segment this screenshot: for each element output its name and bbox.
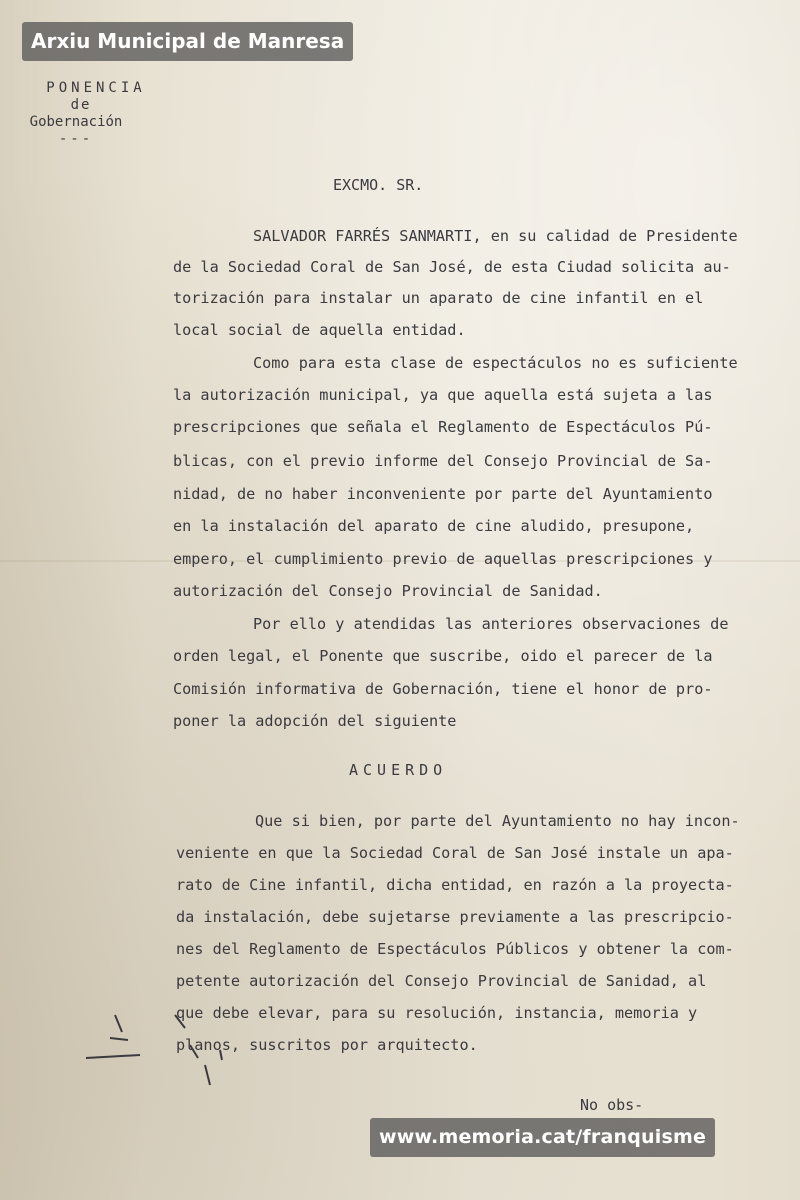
body-line: blicas, con el previo informe del Consejo Provincial de Sa- bbox=[173, 452, 713, 470]
body-line: Comisión informativa de Gobernación, tiene el honor de pro- bbox=[173, 680, 713, 698]
ink-marks bbox=[80, 1010, 280, 1100]
body-line: prescripciones que señala el Reglamento de Espectáculos Pú- bbox=[173, 418, 713, 436]
header-dashes: --- bbox=[58, 131, 94, 147]
continuation-mark: No obs- bbox=[580, 1096, 644, 1114]
header-de: de bbox=[70, 97, 92, 113]
acuerdo-line: veniente en que la Sociedad Coral de San José instale un apa- bbox=[176, 844, 734, 862]
body-line: nidad, de no haber inconveniente por parte del Ayuntamiento bbox=[173, 485, 713, 503]
body-line: empero, el cumplimiento previo de aquellas prescripciones y bbox=[173, 550, 713, 568]
acuerdo-line: da instalación, debe sujetarse previamente a las prescripcio- bbox=[176, 908, 734, 926]
body-line: local social de aquella entidad. bbox=[173, 321, 466, 339]
acuerdo-line: petente autorización del Consejo Provincial de Sanidad, al bbox=[176, 972, 707, 990]
header-gobernacion: Gobernación bbox=[29, 114, 123, 130]
body-line: en la instalación del aparato de cine aludido, presupone, bbox=[173, 517, 695, 535]
archive-watermark: Arxiu Municipal de Manresa bbox=[22, 22, 353, 61]
body-line: autorización del Consejo Provincial de Sanidad. bbox=[173, 582, 603, 600]
acuerdo-line: planos, suscritos por arquitecto. bbox=[176, 1036, 478, 1054]
body-line: Como para esta clase de espectáculos no es suficiente bbox=[253, 354, 738, 372]
header-ponencia: PONENCIA bbox=[46, 80, 146, 96]
body-line: orden legal, el Ponente que suscribe, oido el parecer de la bbox=[173, 647, 713, 665]
body-line: SALVADOR FARRÉS SANMARTI, en su calidad de Presidente bbox=[253, 227, 738, 245]
department-header bbox=[16, 80, 176, 148]
body-line: Por ello y atendidas las anteriores observaciones de bbox=[253, 615, 729, 633]
acuerdo-line: rato de Cine infantil, dicha entidad, en razón a la proyecta- bbox=[176, 876, 734, 894]
salutation: EXCMO. SR. bbox=[333, 176, 424, 194]
website-watermark: www.memoria.cat/franquisme bbox=[370, 1118, 715, 1157]
acuerdo-line: nes del Reglamento de Espectáculos Públicos y obtener la com- bbox=[176, 940, 734, 958]
acuerdo-line: que debe elevar, para su resolución, instancia, memoria y bbox=[176, 1004, 698, 1022]
body-line: poner la adopción del siguiente bbox=[173, 712, 457, 730]
acuerdo-line: Que si bien, por parte del Ayuntamiento no hay incon- bbox=[255, 812, 740, 830]
body-line: torización para instalar un aparato de cine infantil en el bbox=[173, 289, 704, 307]
acuerdo-heading: ACUERDO bbox=[349, 761, 448, 779]
body-line: de la Sociedad Coral de San José, de esta Ciudad solicita au- bbox=[173, 258, 731, 276]
body-line: la autorización municipal, ya que aquella está sujeta a las bbox=[173, 386, 713, 404]
